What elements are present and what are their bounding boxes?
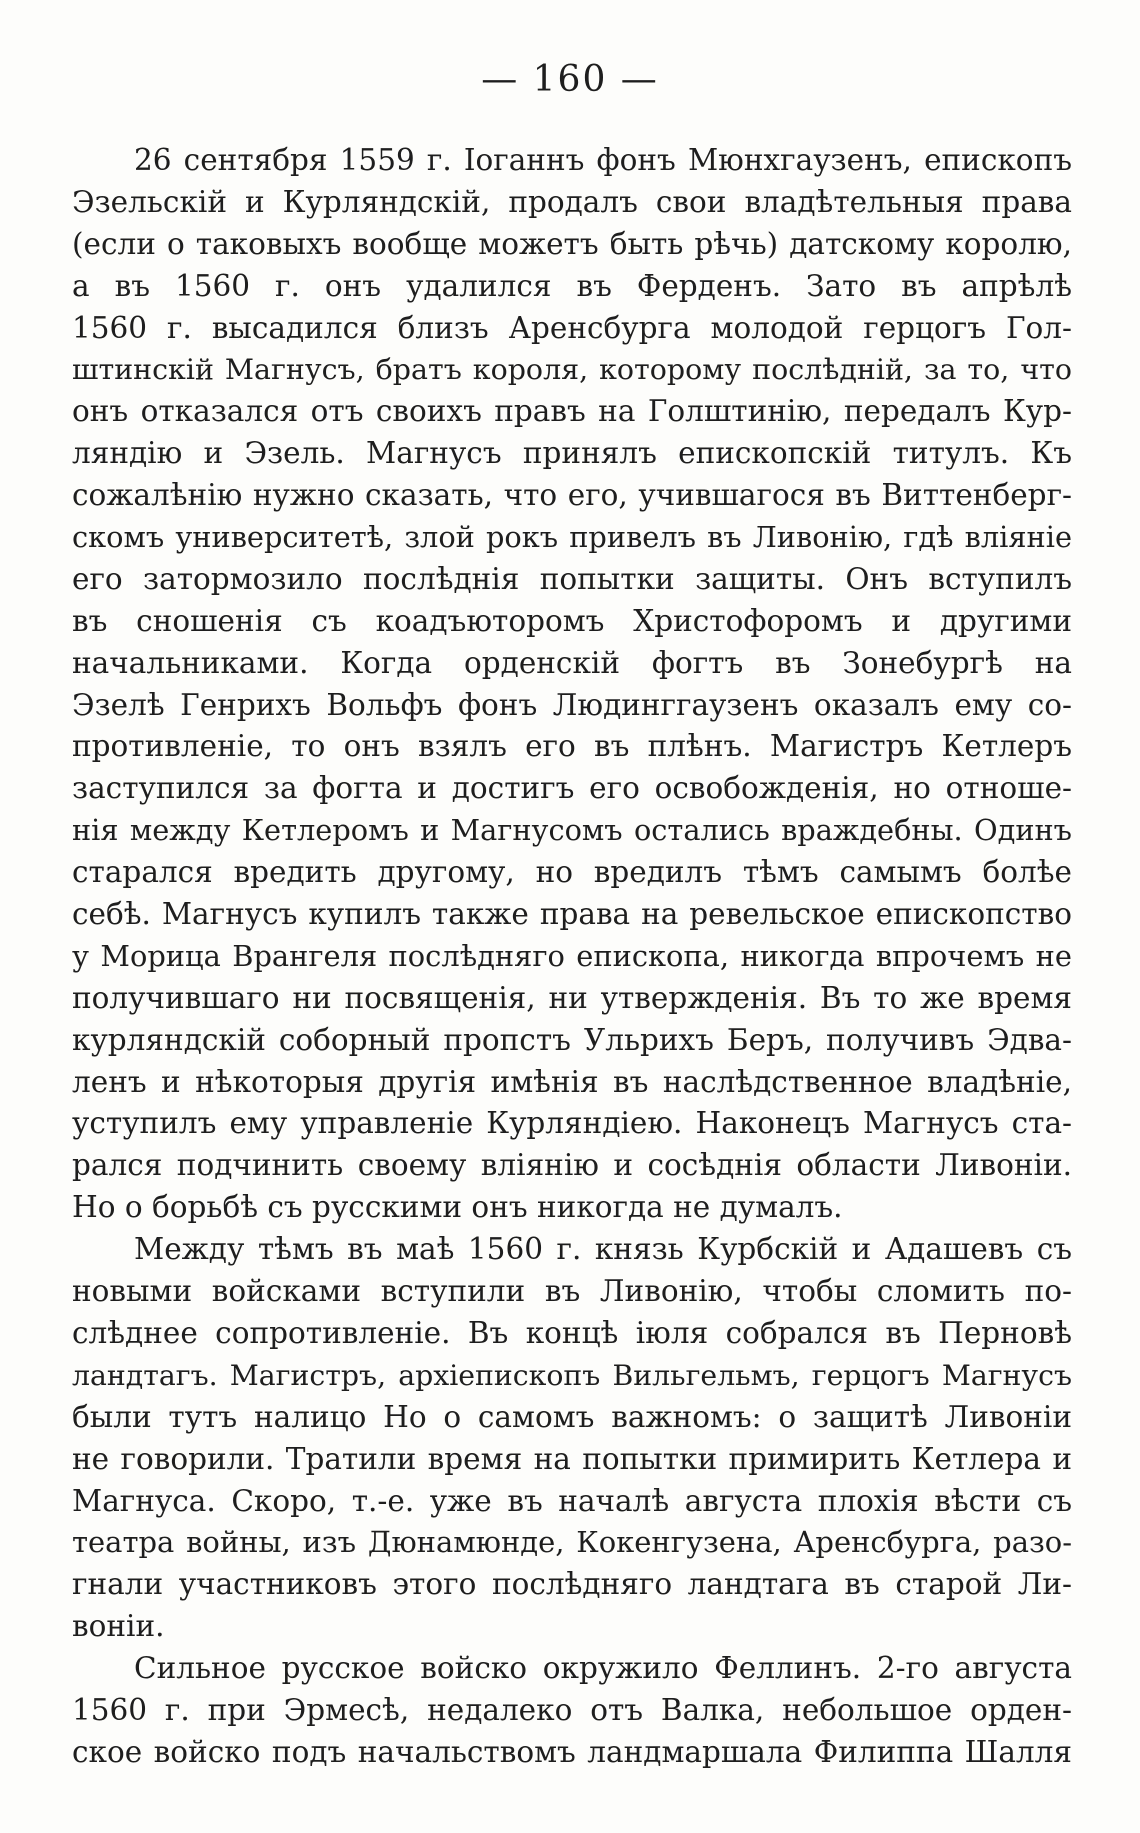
- text-line: (если о таковыхъ вообще можетъ быть рѣчь) датскому королю,: [72, 226, 1072, 261]
- text-line: а въ 1560 г. онъ удалился въ Ферденъ. Зато въ апрѣлѣ: [72, 268, 1072, 303]
- text-line: Сильное русское войско окружило Феллинъ. 2-го августа: [134, 1651, 1072, 1686]
- text-line: получившаго ни посвященія, ни утвержденія. Въ то же время: [72, 980, 1072, 1015]
- text-line: Но о борьбѣ съ русскими онъ никогда не думалъ.: [72, 1190, 843, 1225]
- text-line: начальниками. Когда орденскій фогтъ въ Зонебургѣ на: [72, 645, 1072, 680]
- text-line: Магнуса. Скоро, т.-е. уже въ началѣ августа плохія вѣсти съ: [72, 1483, 1072, 1518]
- text-line: Эзелѣ Генрихъ Вольфъ фонъ Людинггаузенъ оказалъ ему со-: [72, 687, 1072, 722]
- text-line: противленіе, то онъ взялъ его въ плѣнъ. Магистръ Кетлеръ: [72, 729, 1072, 764]
- text-line: ское войско подъ начальствомъ ландмаршала Филиппа Шалля: [72, 1734, 1072, 1769]
- text-line: скомъ университетѣ, злой рокъ привелъ въ Ливонію, гдѣ вліяніе: [72, 520, 1072, 555]
- text-line: ленъ и нѣкоторыя другія имѣнія въ наслѣдственное владѣніе,: [72, 1064, 1072, 1099]
- text-line: нія между Кетлеромъ и Магнусомъ остались враждебны. Одинъ: [72, 813, 1072, 848]
- text-line: рался подчинить своему вліянію и сосѣднія области Ливоніи.: [72, 1148, 1072, 1183]
- text-line: новыми войсками вступили въ Ливонію, чтобы сломить по-: [72, 1274, 1072, 1309]
- text-line: онъ отказался отъ своихъ правъ на Голштинію, передалъ Кур-: [72, 394, 1072, 429]
- body-text: [72, 140, 1072, 1774]
- text-line: штинскій Магнусъ, братъ короля, которому послѣдній, за то, что: [72, 353, 1072, 387]
- text-line: слѣднее сопротивленіе. Въ концѣ іюля собрался въ Перновѣ: [72, 1315, 1072, 1350]
- text-line: Между тѣмъ въ маѣ 1560 г. князь Курбскій и Адашевъ съ: [134, 1232, 1072, 1267]
- text-line: Эзельскій и Курляндскій, продалъ свои владѣтельныя права: [72, 184, 1072, 219]
- text-line: 1560 г. высадился близъ Аренсбурга молодой герцогъ Гол-: [72, 310, 1072, 345]
- text-line: гнали участниковъ этого послѣдняго ландтага въ старой Ли-: [72, 1567, 1072, 1602]
- text-line: ляндію и Эзель. Магнусъ принялъ епископскій титулъ. Къ: [72, 436, 1072, 471]
- text-line: у Морица Врангеля послѣдняго епископа, никогда впрочемъ не: [72, 938, 1072, 973]
- text-line: были тутъ налицо Но о самомъ важномъ: о защитѣ Ливоніи: [72, 1399, 1072, 1434]
- text-line: уступилъ ему управленіе Курляндіею. Наконецъ Магнусъ ста-: [72, 1106, 1072, 1141]
- text-line: сожалѣнію нужно сказать, что его, учившагося въ Виттенберг-: [72, 478, 1072, 513]
- text-line: заступился за фогта и достигъ его освобожденія, но отноше-: [72, 771, 1072, 806]
- text-line: его затормозило послѣднія попытки защиты. Онъ вступилъ: [72, 561, 1072, 596]
- text-line: въ сношенія съ коадъюторомъ Христофоромъ и другими: [72, 603, 1072, 638]
- text-line: воніи.: [72, 1609, 165, 1644]
- text-line: театра войны, изъ Дюнамюнде, Кокенгузена, Аренсбурга, разо-: [72, 1525, 1072, 1560]
- text-line: не говорили. Тратили время на попытки примирить Кетлера и: [72, 1441, 1072, 1476]
- text-line: курляндскій соборный пропстъ Ульрихъ Беръ, получивъ Эдва-: [72, 1022, 1072, 1057]
- page-number: — 160 —: [481, 59, 659, 100]
- text-line: старался вредить другому, но вредилъ тѣмъ самымъ болѣе: [72, 855, 1072, 890]
- text-line: себѣ. Магнусъ купилъ также права на ревельское епископство: [72, 897, 1072, 932]
- text-line: 26 сентября 1559 г. Іоганнъ фонъ Мюнхгаузенъ, епископъ: [134, 143, 1072, 177]
- text-line: ландтагъ. Магистръ, архіепископъ Вильгельмъ, герцогъ Магнусъ: [72, 1358, 1072, 1392]
- text-line: 1560 г. при Эрмесѣ, недалеко отъ Валка, небольшое орден-: [72, 1692, 1072, 1727]
